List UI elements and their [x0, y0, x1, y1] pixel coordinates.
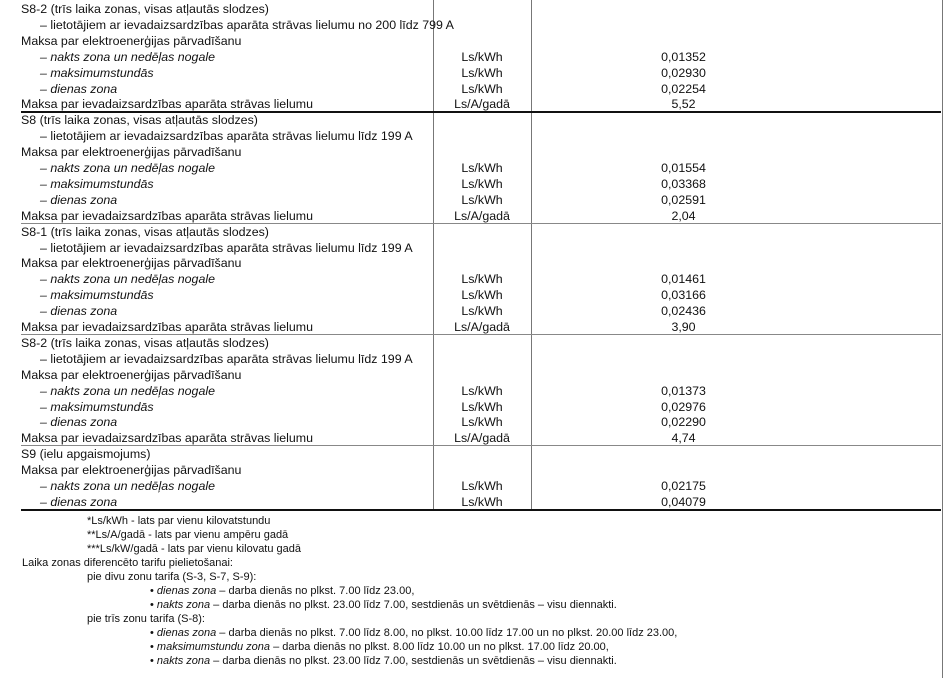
group-title-label: S8-1 (trīs laika zonas, visas atļautās slodzes): [21, 224, 269, 239]
fee-row-unit: Ls/A/gadā: [454, 97, 510, 112]
group-subtitle: [21, 17, 941, 33]
tariff-row-value: 0,03166: [661, 288, 706, 303]
tariff-row-unit: Ls/kWh: [461, 479, 503, 493]
three-zone-title: pie trīs zonu tarifa (S-8):: [87, 613, 205, 625]
group-title-label: S9 (ielu apgaismojums): [21, 447, 151, 462]
tariff-row-unit: Ls/kWh: [461, 272, 503, 287]
term: nakts zona: [156, 599, 211, 611]
two-zone-title: pie divu zonu tarifa (S-3, S-7, S-9):: [87, 571, 257, 583]
group-subtitle-label: – lietotājiem ar ievadaizsardzības aparāta strāvas lielumu līdz 199 A: [40, 240, 413, 255]
three-zone-day: • dienas zona – darba dienās no plkst. 7.00 līdz 8.00, no plkst. 10.00 līdz 17.00 un no plkst. 20.00 līdz 23.00,: [150, 627, 678, 639]
fee-row-unit: Ls/A/gadā: [454, 431, 510, 446]
term-text: – darba dienās no plkst. 7.00 līdz 23.00,: [216, 585, 415, 597]
term: nakts zona: [156, 655, 211, 667]
group-subtitle: [21, 128, 941, 144]
two-zone-night: • nakts zona – darba dienās no plkst. 23.00 līdz 7.00, sestdienās un svētdienās – visu diennakti.: [150, 599, 617, 611]
group-title-label: S8-2 (trīs laika zonas, visas atļautās slodzes): [21, 335, 269, 350]
group-title-label: S8 (trīs laika zonas, visas atļautās slodzes): [21, 113, 258, 128]
fee-row: [21, 96, 941, 112]
tariff-row-unit: Ls/kWh: [461, 81, 503, 96]
tariff-row: [21, 287, 941, 303]
transfer-label: [21, 367, 941, 383]
tariff-row-label: – maksimumstundās: [40, 399, 154, 414]
tariff-row-unit: Ls/kWh: [461, 65, 503, 80]
tariff-row-unit: Ls/kWh: [461, 176, 503, 191]
tariff-row-value: 0,02175: [661, 479, 706, 493]
tariff-row-label: – maksimumstundās: [40, 176, 154, 191]
footnote-3: ***Ls/kW/gadā - lats par vienu kilovatu gadā: [87, 543, 302, 555]
tariff-row: [21, 81, 941, 97]
tariff-row-value: 0,03368: [661, 176, 706, 191]
group-title: [21, 335, 941, 351]
tariff-row-value: 0,01352: [661, 49, 706, 64]
term-text: – darba dienās no plkst. 23.00 līdz 7.00, sestdienās un svētdienās – visu diennakti.: [210, 599, 617, 611]
tariff-row-label: – nakts zona un nedēļas nogale: [40, 383, 215, 398]
tariff-row: [21, 303, 941, 319]
tariff-row-value: 0,04079: [661, 494, 706, 509]
fee-row-unit: Ls/A/gadā: [454, 208, 510, 223]
transfer-label: [21, 144, 941, 160]
footnote-1: *Ls/kWh - lats par vienu kilovatstundu: [87, 515, 271, 527]
tariff-row-value: 0,01554: [661, 161, 706, 175]
transfer-label-label: Maksa par elektroenerģijas pārvadīšanu: [21, 463, 242, 478]
tariff-row: [21, 383, 941, 399]
tariff-row-unit: Ls/kWh: [461, 304, 503, 319]
tariff-row-value: 0,02436: [661, 304, 706, 319]
group-subtitle: [21, 351, 941, 367]
fee-row-label: Maksa par ievadaizsardzības aparāta strāvas lielumu: [21, 320, 314, 334]
group-title: [21, 112, 941, 128]
two-zone-day: • dienas zona – darba dienās no plkst. 7.00 līdz 23.00,: [150, 585, 415, 597]
term-text: – darba dienās no plkst. 8.00 līdz 10.00 un no plkst. 17.00 līdz 20.00,: [270, 641, 609, 653]
tariff-row: [21, 176, 941, 192]
group-title: [21, 224, 941, 240]
tariff-row-label: – nakts zona un nedēļas nogale: [40, 272, 215, 287]
tariff-row-value: 0,02591: [661, 192, 706, 207]
transfer-label: [21, 462, 941, 478]
term: maksimumstundu zona: [156, 641, 271, 653]
fee-row-value: 4,74: [671, 431, 696, 446]
tariff-row-unit: Ls/kWh: [461, 49, 503, 64]
tariff-row: [21, 160, 941, 176]
tariff-row-label: – dienas zona: [40, 81, 118, 96]
tariff-row-label: – nakts zona un nedēļas nogale: [40, 49, 215, 64]
fee-row-label: Maksa par ievadaizsardzības aparāta strāvas lielumu: [21, 431, 314, 446]
tariff-row-label: – maksimumstundās: [40, 288, 154, 303]
tariff-row: [21, 65, 941, 81]
tariff-row-value: 0,01373: [661, 383, 706, 398]
tariff-row-unit: Ls/kWh: [461, 383, 503, 398]
tariff-row-label: – dienas zona: [40, 304, 118, 319]
tariff-row: [21, 494, 941, 510]
tariff-row: [21, 414, 941, 430]
footnote-2: **Ls/A/gadā - lats par vienu ampēru gadā: [87, 529, 289, 541]
fee-row-unit: Ls/A/gadā: [454, 320, 510, 334]
tariff-row-unit: Ls/kWh: [461, 288, 503, 303]
group-title-label: S8-2 (trīs laika zonas, visas atļautās slodzes): [21, 2, 269, 16]
fee-row-value: 3,90: [671, 320, 696, 334]
fee-row-label: Maksa par ievadaizsardzības aparāta strāvas lielumu: [21, 97, 314, 112]
transfer-label-label: Maksa par elektroenerģijas pārvadīšanu: [21, 145, 242, 160]
fee-row: [21, 319, 941, 335]
tariff-row-value: 0,02930: [661, 65, 706, 80]
three-zone-night: • nakts zona – darba dienās no plkst. 23.00 līdz 7.00, sestdienās un svētdienās – visu diennakti.: [150, 655, 617, 667]
row-separator: [21, 509, 941, 511]
group-subtitle-label: – lietotājiem ar ievadaizsardzības aparāta strāvas lielumu līdz 199 A: [40, 351, 413, 366]
tariff-row-unit: Ls/kWh: [461, 494, 503, 509]
tariff-row-unit: Ls/kWh: [461, 192, 503, 207]
group-subtitle-label: – lietotājiem ar ievadaizsardzības aparāta strāvas lielumu līdz 199 A: [40, 129, 413, 144]
transfer-label-label: Maksa par elektroenerģijas pārvadīšanu: [21, 367, 242, 382]
zones-title: Laika zonas diferencēto tarifu pielietošanai:: [22, 557, 233, 569]
group-subtitle: [21, 240, 941, 256]
tariff-row-label: – nakts zona un nedēļas nogale: [40, 479, 215, 493]
term-text: – darba dienās no plkst. 23.00 līdz 7.00, sestdienās un svētdienās – visu diennakti.: [210, 655, 617, 667]
tariff-row-value: 0,01461: [661, 272, 706, 287]
group-title: [21, 1, 941, 17]
group-subtitle-label: – lietotājiem ar ievadaizsardzības aparāta strāvas lielumu no 200 līdz 799 A: [40, 17, 454, 32]
tariff-row: [21, 49, 941, 65]
three-zone-peak: • maksimumstundu zona – darba dienās no plkst. 8.00 līdz 10.00 un no plkst. 17.00 līdz 20.00,: [150, 641, 609, 653]
transfer-label: [21, 255, 941, 271]
tariff-row: [21, 478, 941, 494]
transfer-label-label: Maksa par elektroenerģijas pārvadīšanu: [21, 33, 242, 48]
tariff-row-label: – dienas zona: [40, 415, 118, 430]
fee-row-value: 2,04: [671, 208, 696, 223]
tariff-row-label: – dienas zona: [40, 192, 118, 207]
tariff-row-label: – dienas zona: [40, 494, 118, 509]
tariff-row-label: – nakts zona un nedēļas nogale: [40, 161, 215, 175]
tariff-row-value: 0,02290: [661, 415, 706, 430]
tariff-row: [21, 192, 941, 208]
tariff-row-label: – maksimumstundās: [40, 65, 154, 80]
term: dienas zona: [156, 627, 217, 639]
tariff-row-unit: Ls/kWh: [461, 415, 503, 430]
term: dienas zona: [156, 585, 217, 597]
group-title: [21, 446, 941, 462]
tariff-row-value: 0,02254: [661, 81, 706, 96]
fee-row-value: 5,52: [671, 97, 696, 112]
fee-row: [21, 208, 941, 224]
fee-row: [21, 430, 941, 446]
column-divider: [942, 0, 943, 678]
fee-row-label: Maksa par ievadaizsardzības aparāta strāvas lielumu: [21, 208, 314, 223]
tariff-row-unit: Ls/kWh: [461, 161, 503, 175]
transfer-label-label: Maksa par elektroenerģijas pārvadīšanu: [21, 256, 242, 271]
tariff-row-value: 0,02976: [661, 399, 706, 414]
tariff-row: [21, 271, 941, 287]
transfer-label: [21, 33, 941, 49]
tariff-row-unit: Ls/kWh: [461, 399, 503, 414]
term-text: – darba dienās no plkst. 7.00 līdz 8.00, no plkst. 10.00 līdz 17.00 un no plkst. 20.00 līdz 23.00,: [216, 627, 678, 639]
tariff-row: [21, 399, 941, 415]
